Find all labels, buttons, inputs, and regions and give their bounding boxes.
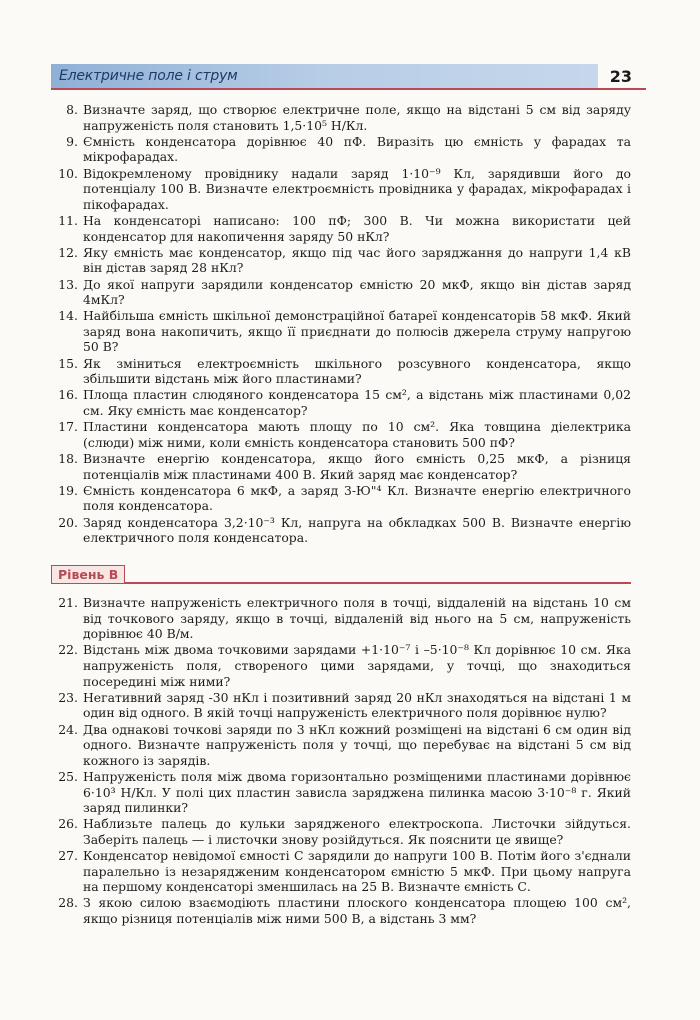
problem-number: 13. (58, 276, 78, 292)
level-divider (51, 565, 631, 584)
problem-item (46, 769, 631, 816)
problem-number: 10. (58, 165, 78, 181)
problem-item (46, 308, 631, 355)
page-number: 23 (598, 64, 646, 88)
problem-text: На конденсаторі написано: 100 пФ; 300 В. Чи можна використати цей конденсатор для накопичення заряду 50 нКл? (83, 212, 631, 244)
problem-text: Напруженість поля між двома горизонтально розміщеними пластинами дорівнює 6·10³ Н/Кл. У полі цих пластин зависла заряджена пилинка масою 3·10⁻⁸ г. Який заряд пилинки? (83, 768, 631, 816)
problem-item (46, 419, 631, 450)
problem-list-section-b (46, 595, 631, 927)
problem-number: 28. (58, 895, 78, 911)
problem-text: До якої напруги зарядили конденсатор ємністю 20 мкФ, якщо він дістав заряд 4мКл? (83, 276, 631, 308)
problem-text: Яку ємність має конденсатор, якщо під час його заряджання до напруги 1,4 кВ він дістав заряд 28 нКл? (83, 244, 631, 276)
problem-text: Ємність конденсатора 6 мкФ, а заряд 3-Ю"⁴ Кл. Визначте енергію електричного поля конденсатора. (83, 482, 631, 514)
problem-number: 25. (58, 768, 78, 784)
problem-item (46, 356, 631, 387)
problem-item (46, 451, 631, 482)
problem-item (46, 213, 631, 244)
problem-number: 9. (66, 133, 78, 149)
problem-text: Наблизьте палець до кульки зарядженого електроскопа. Листочки зійдуться. Заберіть палець — і листочки знову розійдуться. Як пояснити це явище? (83, 816, 631, 847)
problem-number: 19. (58, 482, 78, 498)
problem-number: 27. (58, 848, 78, 864)
problem-text: Площа пластин слюдяного конденсатора 15 см², а відстань між пластинами 0,02 см. Яку ємність має конденсатор? (83, 387, 631, 419)
problem-text: Визначте енергію конденсатора, якщо його ємність 0,25 мкФ, а різниця потенціалів між пластинами 400 В. Який заряд має конденсатор? (83, 451, 631, 482)
problem-number: 12. (58, 244, 78, 260)
problem-item (46, 722, 631, 769)
problem-text: Визначте напруженість електричного поля в точці, віддаленій на відстань 10 см від точкового заряду, якщо в точці, віддаленій від нього на 5 см, напруженість дорівнює 40 В/м. (83, 595, 631, 642)
problem-item (46, 277, 631, 308)
problem-number: 22. (58, 642, 78, 658)
problem-item (46, 515, 631, 546)
problem-text: Як зміниться електроємність шкільного розсувного конденсатора, якщо збільшити відстань між його пластинами? (83, 355, 631, 387)
problem-number: 24. (58, 721, 78, 737)
problem-text: Визначте заряд, що створює електричне поле, якщо на відстані 5 см від заряду напруженість поля становить 1,5·10⁵ Н/Кл. (83, 102, 631, 133)
problem-number: 17. (58, 419, 78, 435)
problem-text: Відокремленому провіднику надали заряд 1·10⁻⁹ Кл, зарядивши його до потенціалу 100 В. Визначте електроємність провідника у фарадах, мікрофарадах і пікофарадах. (83, 165, 631, 212)
problem-item (46, 895, 631, 926)
level-b-heading: Рівень В (51, 565, 125, 584)
problem-number: 26. (58, 816, 78, 832)
problem-number: 11. (58, 212, 78, 228)
problem-number: 20. (58, 514, 78, 530)
problem-text: Негативний заряд -30 нКл і позитивний заряд 20 нКл знаходяться на відстані 1 м один від одного. В якій точці напруженість електричного поля дорівнює нулю? (83, 689, 631, 721)
problem-item (46, 387, 631, 418)
problem-item (46, 642, 631, 689)
problem-item (46, 245, 631, 276)
problem-number: 16. (58, 387, 78, 403)
problem-item (46, 102, 631, 133)
problem-text: Два однакові точкові заряди по 3 нКл кожний розміщені на відстані 6 см один від одного. Визначте напруженість поля у точці, що перебуває на відстані 5 см від кожного із зарядів. (83, 721, 631, 768)
problem-number: 15. (58, 355, 78, 371)
problem-text: Ємність конденсатора дорівнює 40 пФ. Виразіть цю ємність у фарадах та мікрофарадах. (83, 133, 631, 165)
problem-text: Заряд конденсатора 3,2·10⁻³ Кл, напруга на обкладках 500 В. Визначте енергію електричного поля конденсатора. (83, 514, 631, 546)
problem-item (46, 483, 631, 514)
header-title: Електричне поле і струм (59, 68, 238, 84)
problem-item (46, 134, 631, 165)
problem-item (46, 595, 631, 642)
problem-number: 18. (58, 451, 78, 466)
page-header (51, 64, 646, 90)
problem-item (46, 166, 631, 213)
problem-item (46, 848, 631, 895)
problem-number: 14. (58, 308, 78, 324)
problem-list-section-a (46, 102, 631, 546)
problem-text: Конденсатор невідомої ємності С зарядили до напруги 100 В. Потім його з'єднали паралельно із незарядженим конденсатором ємністю 5 мкФ. При цьому напруга на першому конденсаторі зменшилась на 25 В. Визначте ємність С. (83, 848, 631, 895)
problem-text: З якою силою взаємодіють пластини плоского конденсатора площею 100 см², якщо різниця потенціалів між ними 500 В, а відстань 3 мм? (83, 895, 631, 927)
problem-text: Найбільша ємність шкільної демонстраційної батареї конденсаторів 58 мкФ. Який заряд вона накопичить, якщо її приєднати до полюсів джерела струму напругою 50 В? (83, 308, 631, 355)
problem-number: 21. (58, 595, 78, 610)
problem-text: Відстань між двома точковими зарядами +1·10⁻⁷ і –5·10⁻⁸ Кл дорівнює 10 см. Яка напруженість поля, створеного цими зарядами, у точці, що знаходиться посередині між ними? (83, 642, 631, 689)
problem-item (46, 690, 631, 721)
problem-number: 8. (66, 102, 78, 117)
problem-number: 23. (58, 689, 78, 705)
problem-text: Пластини конденсатора мають площу по 10 см². Яка товщина діелектрика (слюди) між ними, коли ємність конденсатора становить 500 пФ? (83, 419, 631, 450)
problem-item (46, 816, 631, 847)
